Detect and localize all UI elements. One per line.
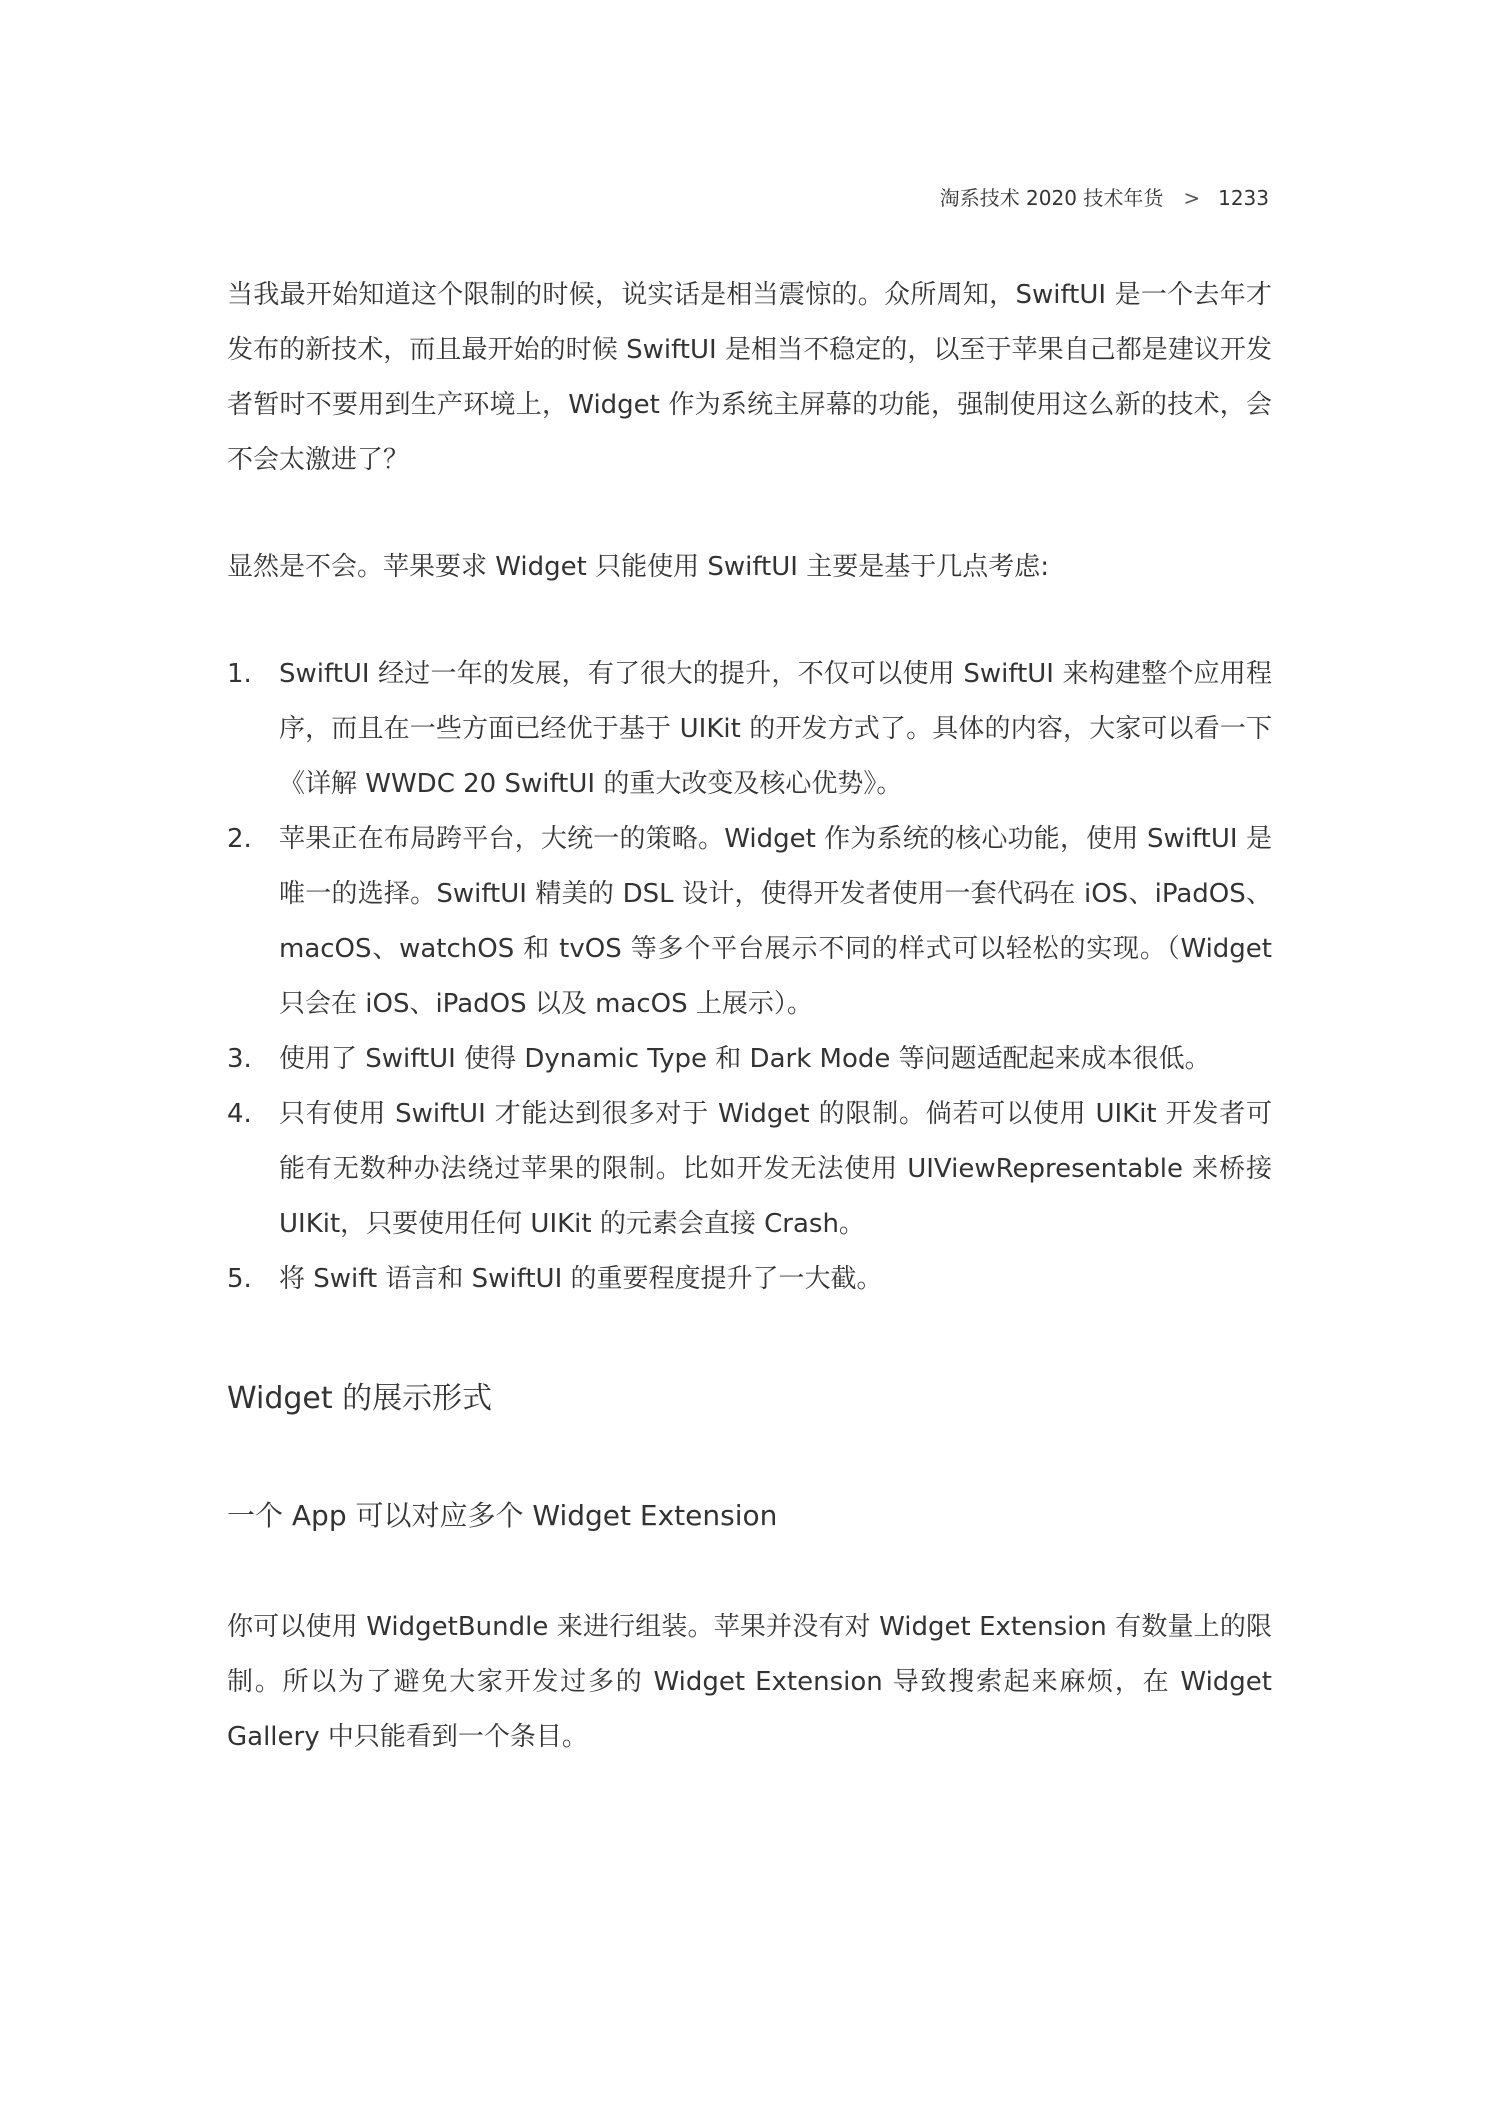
list-item xyxy=(227,647,1272,812)
header-separator: > xyxy=(1183,186,1201,210)
list-item-text: 只有使用 SwiftUI 才能达到很多对于 Widget 的限制。倘若可以使用 UIKit 开发者可能有无数种办法绕过苹果的限制。比如开发无法使用 UIViewRepresentable 来桥接 UIKit，只要使用任何 UIKit 的元素会直接 Crash。 xyxy=(279,1099,1272,1239)
list-item xyxy=(227,1032,1272,1087)
widget-bundle-paragraph: 你可以使用 WidgetBundle 来进行组装。苹果并没有对 Widget Extension 有数量上的限制。所以为了避免大家开发过多的 Widget Extension 导致搜索起来麻烦，在 Widget Gallery 中只能看到一个条目。 xyxy=(227,1612,1272,1752)
list-item-text: SwiftUI 经过一年的发展，有了很大的提升，不仅可以使用 SwiftUI 来构建整个应用程序，而且在一些方面已经优于基于 UIKit 的开发方式了。具体的内容，大家可以看一下《详解 WWDC 20 SwiftUI 的重大改变及核心优势》。 xyxy=(279,659,1272,799)
considerations-intro: 显然是不会。苹果要求 Widget 只能使用 SwiftUI 主要是基于几点考虑: xyxy=(227,552,1049,582)
list-item-number: 1. xyxy=(227,659,252,689)
list-item-text: 苹果正在布局跨平台，大统一的策略。Widget 作为系统的核心功能，使用 SwiftUI 是唯一的选择。SwiftUI 精美的 DSL 设计，使得开发者使用一套代码在 iOS、iPadOS、macOS、watchOS 和 tvOS 等多个平台展示不同的样式可以轻松的实现。（Widget 只会在 iOS、iPadOS 以及 macOS 上展示）。 xyxy=(279,824,1272,1019)
list-item-number: 5. xyxy=(227,1264,252,1294)
page-number: 1233 xyxy=(1218,186,1269,210)
list-item xyxy=(227,1087,1272,1252)
main-content xyxy=(227,268,1272,1765)
list-item xyxy=(227,1252,1272,1307)
list-item-number: 4. xyxy=(227,1099,252,1129)
list-item xyxy=(227,812,1272,1032)
book-title: 淘系技术 2020 技术年货 xyxy=(939,186,1164,210)
list-item-text: 将 Swift 语言和 SwiftUI 的重要程度提升了一大截。 xyxy=(279,1264,883,1294)
section-heading: Widget 的展示形式 xyxy=(227,1381,493,1416)
intro-paragraph: 当我最开始知道这个限制的时候，说实话是相当震惊的。众所周知，SwiftUI 是一个去年才发布的新技术，而且最开始的时候 SwiftUI 是相当不稳定的，以至于苹果自己都是建议开发者暂时不要用到生产环境上，Widget 作为系统主屏幕的功能，强制使用这么新的技术，会不会太激进了？ xyxy=(227,280,1272,475)
subsection-heading: 一个 App 可以对应多个 Widget Extension xyxy=(227,1499,778,1532)
considerations-list xyxy=(227,647,1272,1307)
list-item-number: 3. xyxy=(227,1044,252,1074)
list-item-text: 使用了 SwiftUI 使得 Dynamic Type 和 Dark Mode 等问题适配起来成本很低。 xyxy=(279,1044,1211,1074)
list-item-number: 2. xyxy=(227,824,252,854)
running-header xyxy=(940,184,1269,212)
